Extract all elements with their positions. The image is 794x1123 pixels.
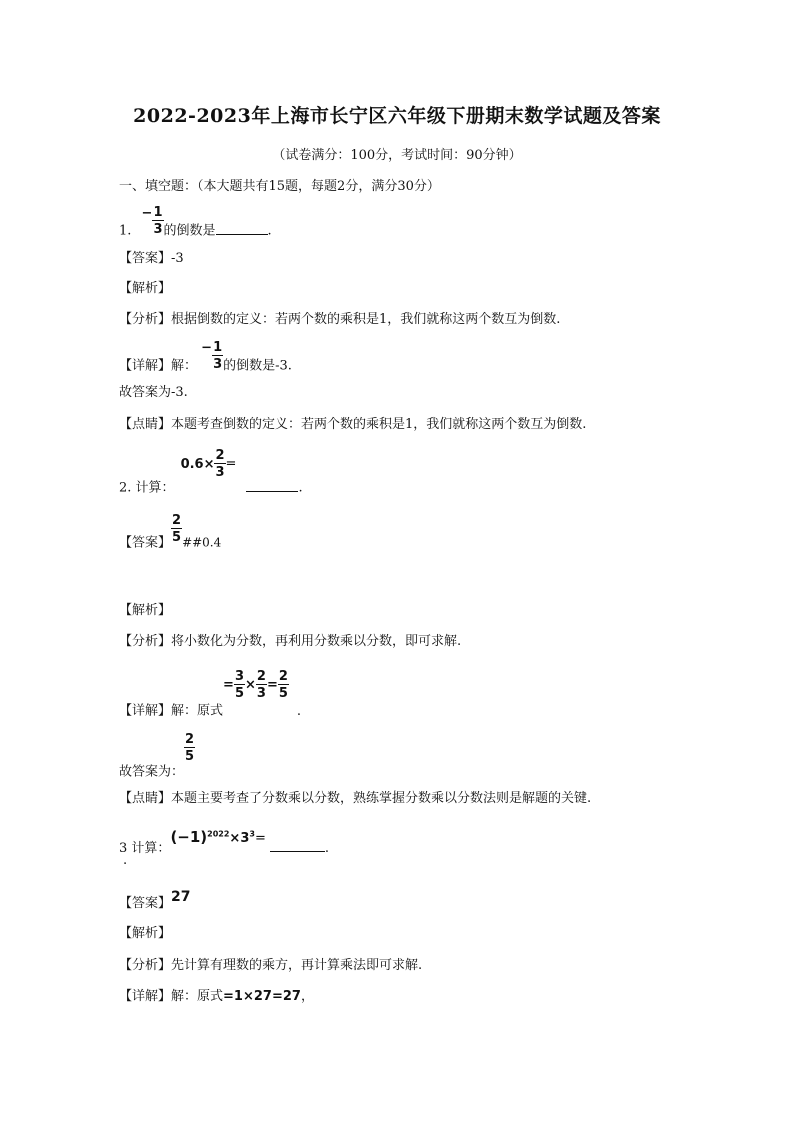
q3-comma: ，	[300, 989, 314, 1004]
q2-dianjing-text: 本题主要考查了分数乘以分数，熟练掌握分数乘以分数法则是解题的关键.	[171, 791, 592, 806]
dianjing-label: 【点睛】	[119, 417, 172, 432]
q3-dot-below: .	[123, 853, 128, 868]
xiangjie-label: 【详解】	[119, 358, 172, 374]
q2-xiangjie	[119, 670, 301, 718]
q1-dianjing	[119, 418, 586, 431]
q3-stem	[119, 830, 329, 855]
q2-fenxi-text: 将小数化为分数，再利用分数乘以分数，即可求解.	[171, 634, 462, 649]
q2-stem	[119, 449, 303, 495]
q1-number: 1.	[119, 223, 132, 239]
q2-conclusion-fraction	[184, 733, 195, 763]
q1-stem	[119, 206, 272, 238]
q2-xiangjie-prefix: 解：原式	[171, 703, 224, 719]
q1-blank	[216, 234, 268, 235]
q2-answer	[119, 514, 221, 550]
q2-frac-3	[278, 670, 289, 700]
q1-xj-minus: −	[201, 340, 213, 356]
q2-f1-den: 5	[234, 686, 244, 701]
q2-frac-den: 3	[215, 465, 225, 480]
q3-times: ×3	[229, 831, 250, 846]
q2-c-num: 2	[185, 732, 195, 747]
q3-label: 计算：	[131, 841, 171, 856]
q2-answer-alt: ##0.4	[182, 535, 222, 550]
q3-xiangjie-prefix: 解：原式	[171, 989, 224, 1004]
q3-expr: =1×27=27	[223, 989, 301, 1004]
q1-frac-den: 3	[153, 222, 163, 237]
xiangjie-label: 【详解】	[119, 703, 172, 719]
q1-fenxi	[119, 313, 560, 326]
q2-eq2: =	[266, 677, 278, 693]
xiangjie-label: 【详解】	[119, 989, 172, 1004]
q2-ans-den: 5	[172, 530, 182, 545]
q2-f3-num: 2	[278, 669, 288, 684]
q3-fenxi-text: 先计算有理数的乘方，再计算乘法即可求解.	[171, 958, 423, 973]
q2-answer-fraction	[171, 514, 182, 544]
q1-xj-den: 3	[213, 357, 223, 372]
answer-label: 【答案】	[119, 896, 172, 911]
q3-exp2: 3	[249, 829, 255, 839]
q2-eq: =	[225, 456, 237, 472]
q2-conclusion-prefix: 故答案为：	[119, 764, 185, 780]
q1-analysis-label: 【解析】	[119, 281, 172, 296]
q2-dianjing	[119, 792, 591, 805]
exam-info: （试卷满分：100分，考试时间：90分钟）	[272, 148, 522, 163]
q1-conclusion: 故答案为-3.	[119, 385, 188, 400]
q2-f1-num: 3	[234, 669, 244, 684]
q2-fenxi	[119, 635, 461, 648]
q2-f2-num: 2	[256, 669, 266, 684]
q1-end: .	[267, 223, 272, 239]
q1-fraction	[152, 206, 163, 236]
q1-xiangjie-suffix: 的倒数是-3.	[223, 358, 292, 374]
answer-label: 【答案】	[119, 251, 172, 266]
fenxi-label: 【分析】	[119, 958, 172, 973]
dianjing-label: 【点睛】	[119, 791, 172, 806]
q2-end: .	[298, 480, 303, 496]
fenxi-label: 【分析】	[119, 312, 172, 327]
q2-ans-num: 2	[172, 513, 182, 528]
q3-answer	[119, 890, 191, 910]
q1-text: 的倒数是	[163, 223, 216, 239]
q2-analysis-label: 【解析】	[119, 603, 172, 618]
q3-fenxi	[119, 959, 422, 972]
q2-f2-den: 3	[256, 686, 266, 701]
q3-end: .	[324, 841, 329, 856]
answer-label: 【答案】	[119, 535, 172, 551]
q2-times: ×	[244, 677, 256, 693]
q3-xiangjie	[119, 990, 314, 1003]
q1-xj-num: 1	[213, 340, 223, 355]
q2-dot: .	[296, 703, 302, 719]
q2-c-den: 5	[185, 749, 195, 764]
q1-dianjing-text: 本题考查倒数的定义：若两个数的乘积是1，我们就称这两个数互为倒数.	[171, 417, 587, 432]
q1-answer-value: -3	[171, 251, 184, 266]
fenxi-label: 【分析】	[119, 634, 172, 649]
q2-frac-2	[256, 670, 267, 700]
q3-exp1: 2022	[207, 829, 230, 839]
q1-xj-fraction	[212, 341, 223, 371]
q2-fraction	[214, 449, 225, 479]
q1-minus: −	[141, 205, 153, 221]
q3-analysis-label: 【解析】	[119, 926, 172, 941]
q2-eq1: =	[223, 677, 234, 693]
q1-answer	[119, 252, 184, 265]
q1-frac-num: 1	[153, 205, 163, 220]
q2-conclusion	[119, 733, 195, 779]
section-heading: 一、填空题：（本大题共有15题，每题2分，满分30分）	[119, 179, 440, 194]
q3-eq: =	[254, 831, 266, 846]
q2-f3-den: 5	[278, 686, 288, 701]
q3-number: 3	[119, 841, 128, 856]
q2-label: 计算：	[135, 480, 175, 496]
q1-xiangjie-prefix: 解：	[171, 358, 198, 374]
q2-number: 2.	[119, 480, 132, 496]
q3-base: (−1)	[170, 828, 208, 846]
q2-frac-1	[234, 670, 245, 700]
q2-expr-a: 0.6×	[180, 456, 215, 472]
q1-xiangjie	[119, 341, 292, 373]
q2-frac-num: 2	[215, 448, 225, 463]
q1-fenxi-text: 根据倒数的定义：若两个数的乘积是1，我们就称这两个数互为倒数.	[171, 312, 561, 327]
q2-blank	[246, 491, 298, 492]
q3-answer-value: 27	[171, 889, 191, 905]
q3-blank	[270, 851, 325, 852]
page-title: 2022-2023年上海市长宁区六年级下册期末数学试题及答案	[133, 105, 661, 127]
